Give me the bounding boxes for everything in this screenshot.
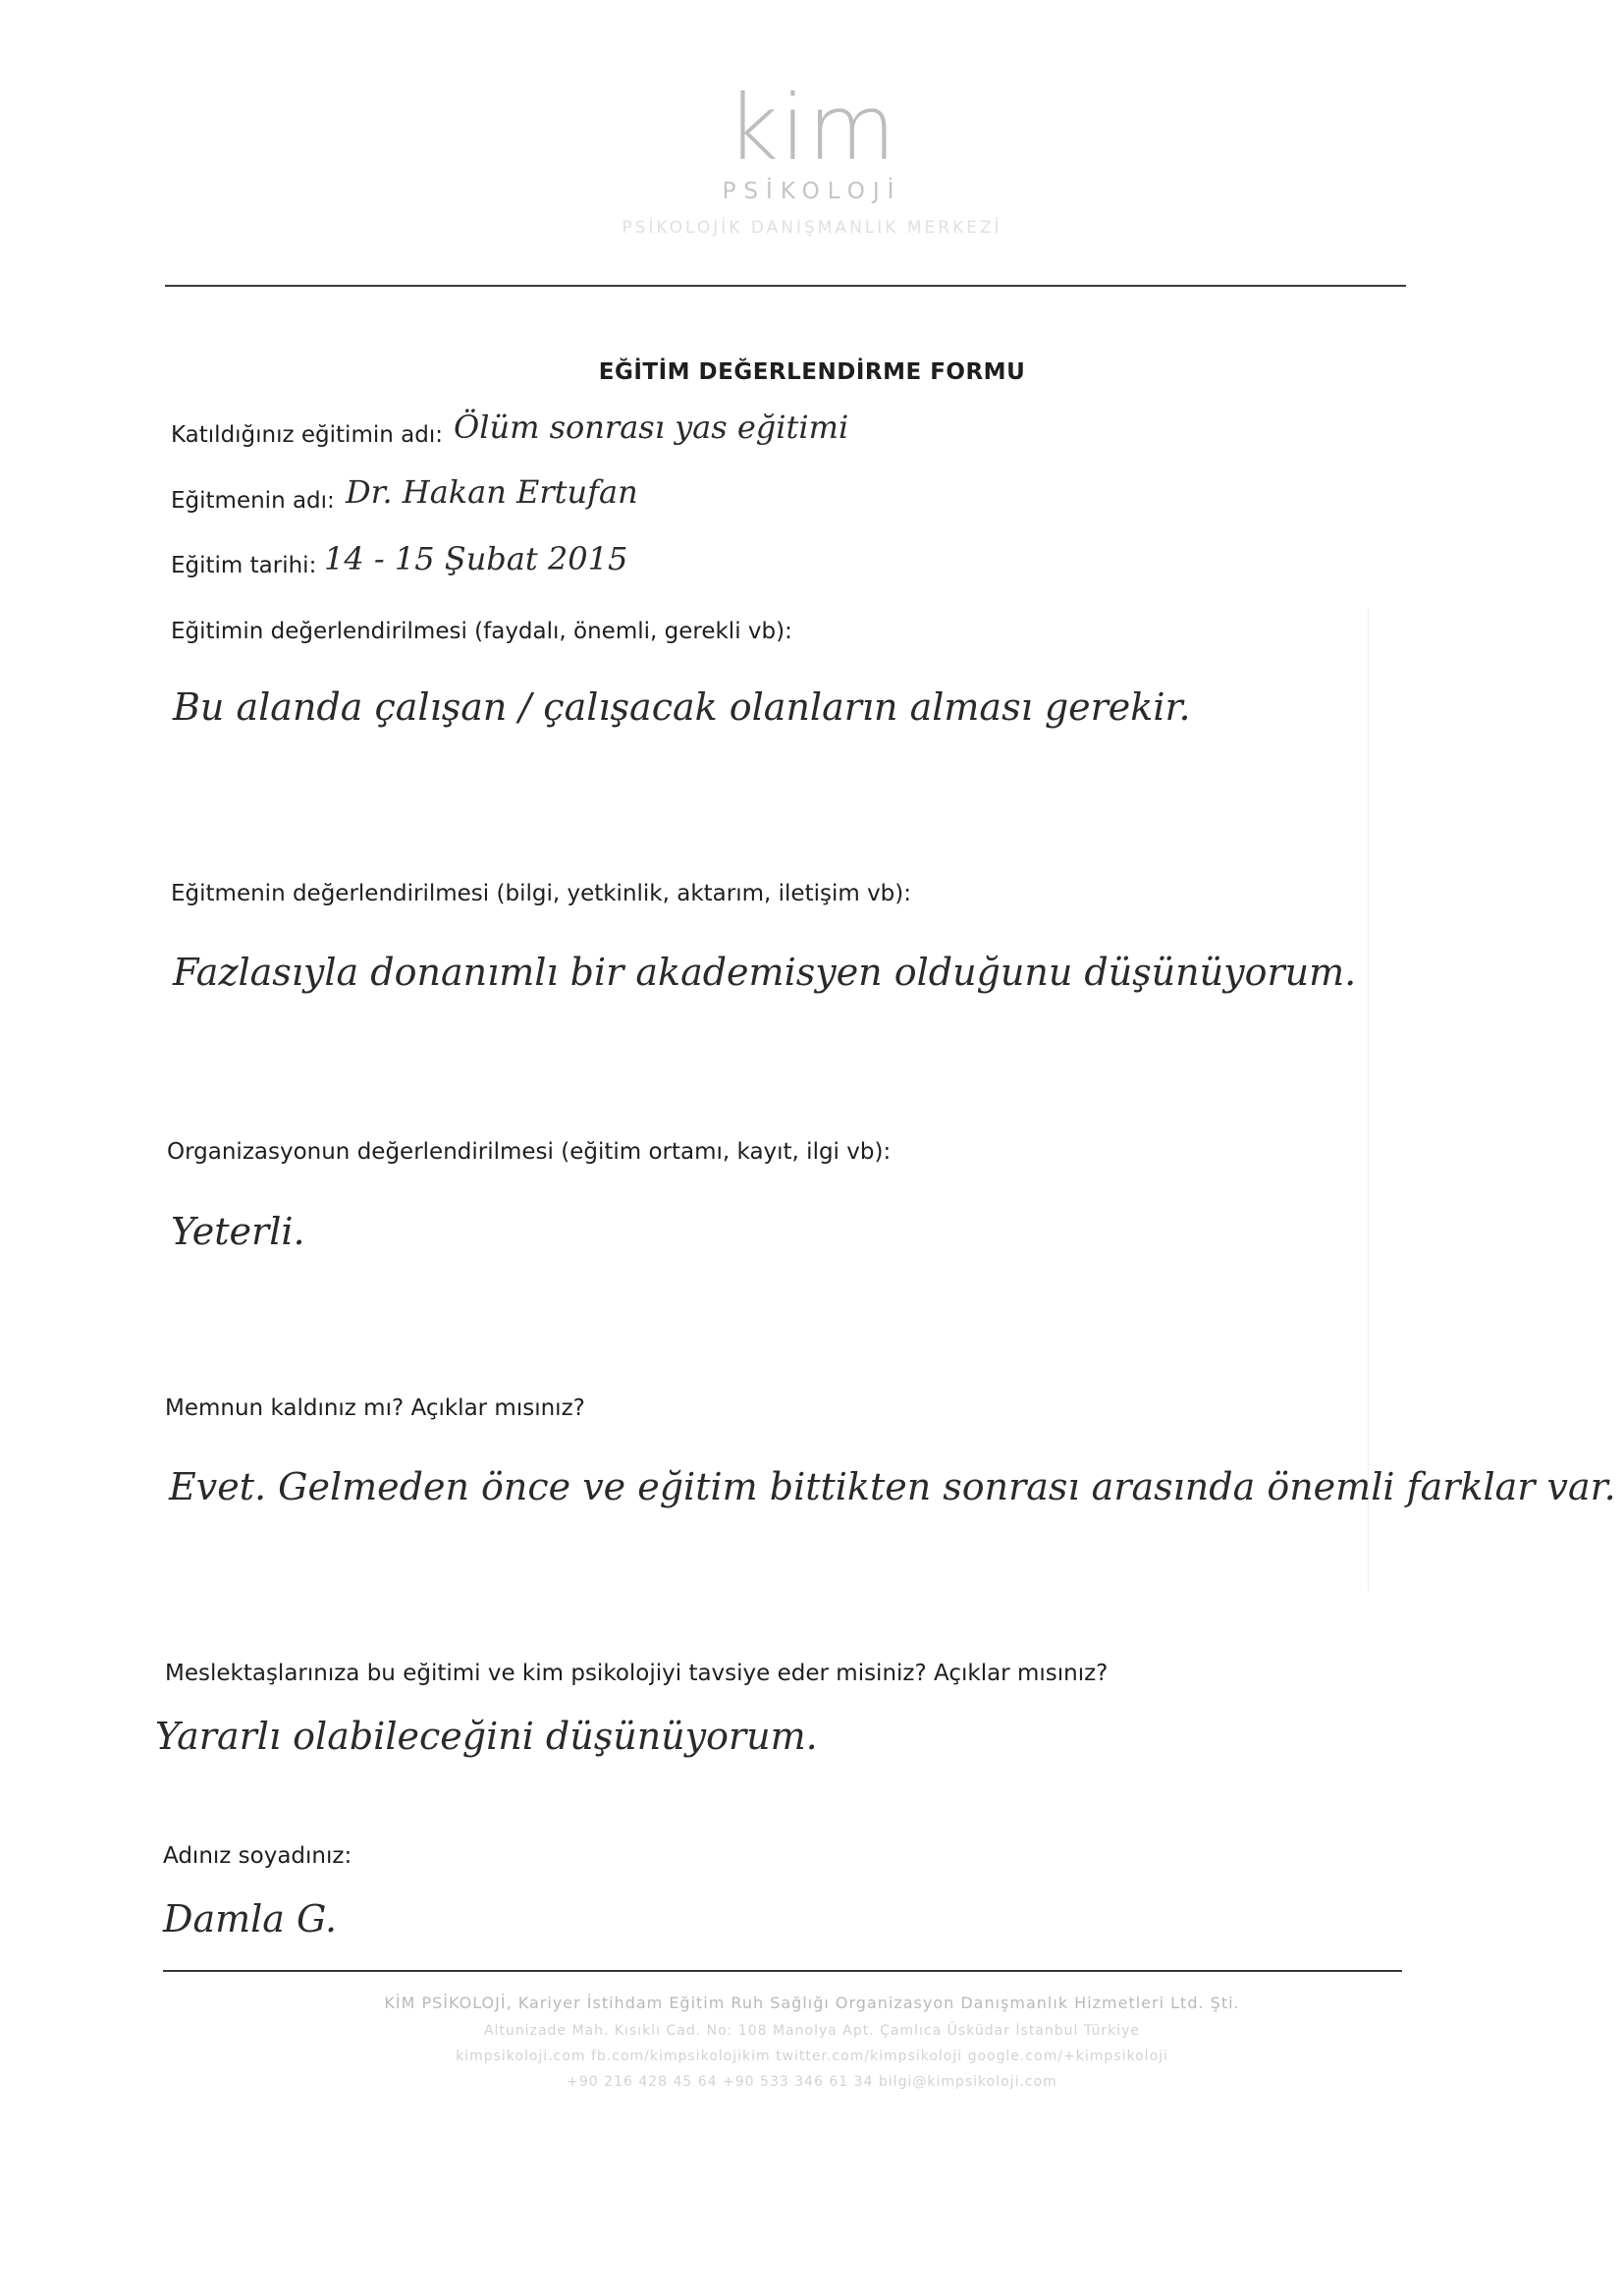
training-date-label: Eğitim tarihi: [171,553,317,578]
footer-web: kimpsikoloji.com fb.com/kimpsikolojikim twitter.com/kimpsikoloji google.com/+kimpsikoloji [456,2049,1168,2064]
form-title: EĞİTİM DEĞERLENDİRME FORMU [598,359,1026,385]
footer-rule [163,1970,1402,1972]
footer-company: KİM PSİKOLOJİ, Kariyer İstihdam Eğitim Ruh Sağlığı Organizasyon Danışmanlık Hizmetleri Ltd. Şti. [384,1994,1240,2012]
training-evaluation-answer: Bu alanda çalışan / çalışacak olanların alması gerekir. [173,685,1191,729]
name-label: Adınız soyadınız: [163,1843,352,1869]
organization-evaluation-answer: Yeterli. [171,1210,305,1253]
footer-address: Altunizade Mah. Kısıklı Cad. No: 108 Manolya Apt. Çamlıca Üsküdar İstanbul Türkiye [483,2023,1141,2039]
name-signature: Damla G. [163,1897,338,1940]
organization-evaluation-label: Organizasyonun değerlendirilmesi (eğitim ortamı, kayıt, ilgi vb): [167,1139,892,1165]
training-name-label: Katıldığınız eğitimin adı: [171,422,443,448]
trainer-evaluation-label: Eğitmenin değerlendirilmesi (bilgi, yetkinlik, aktarım, iletişim vb): [171,881,912,906]
logo-subtitle: PSİKOLOJİ [722,179,902,204]
trainer-evaluation-answer: Fazlasıyla donanımlı bir akademisyen olduğunu düşünüyorum. [173,951,1357,994]
trainer-name-value: Dr. Hakan Ertufan [346,473,638,511]
training-date-value: 14 - 15 Şubat 2015 [324,540,628,577]
scan-margin-line [1368,609,1369,1591]
training-name-value: Ölüm sonrası yas eğitimi [454,409,849,446]
training-evaluation-label: Eğitimin değerlendirilmesi (faydalı, önemli, gerekli vb): [171,619,792,644]
logo-mark: kim [726,76,898,181]
satisfaction-label: Memnun kaldınız mı? Açıklar mısınız? [165,1395,585,1421]
header-rule [165,285,1406,287]
satisfaction-answer: Evet. Gelmeden önce ve eğitim bittikten sonrası arasında önemli farklar var. [169,1465,1616,1508]
logo-tagline: PSİKOLOJİK DANIŞMANLIK MERKEZİ [622,218,1002,238]
trainer-name-label: Eğitmenin adı: [171,488,335,514]
footer-contact: +90 216 428 45 64 +90 533 346 61 34 bilgi@kimpsikoloji.com [567,2074,1057,2090]
recommendation-label: Meslektaşlarınıza bu eğitimi ve kim psikolojiyi tavsiye eder misiniz? Açıklar mısınız? [165,1661,1109,1686]
recommendation-answer: Yararlı olabileceğini düşünüyorum. [155,1715,818,1758]
